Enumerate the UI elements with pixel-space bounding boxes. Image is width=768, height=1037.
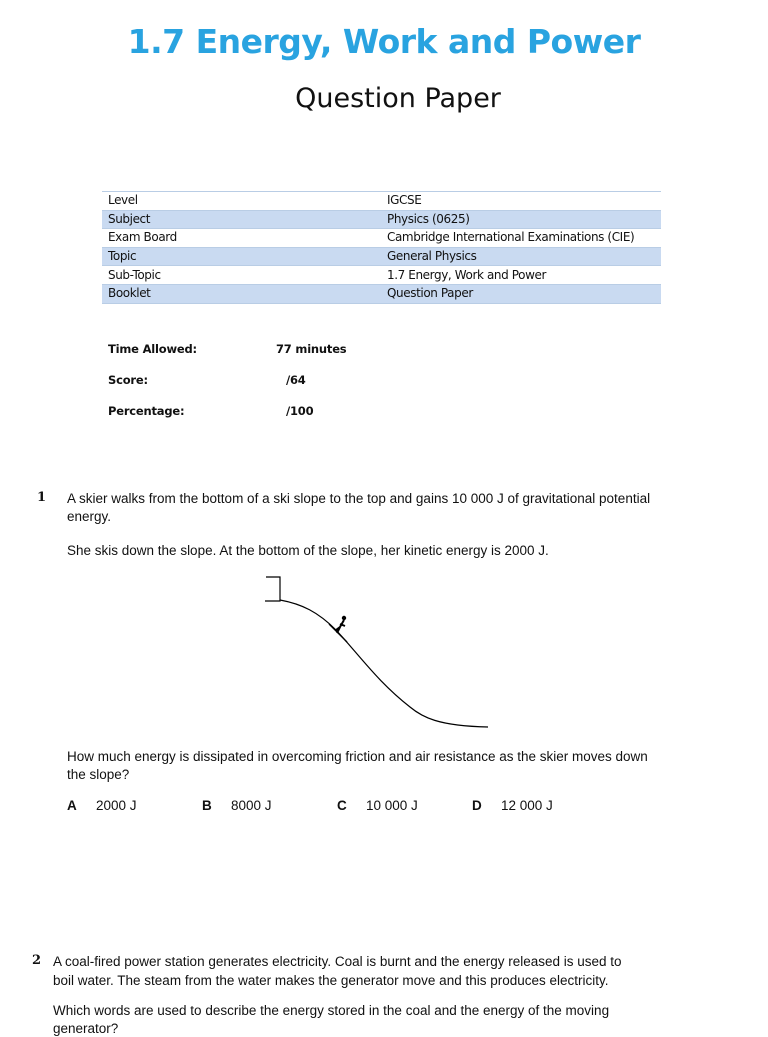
score-label: Score:	[108, 373, 148, 387]
table-row	[102, 266, 661, 285]
info-table	[102, 191, 661, 304]
percentage-value: /100	[286, 404, 314, 418]
skier-icon	[329, 616, 347, 642]
score-value: /64	[286, 373, 306, 387]
table-row	[102, 192, 661, 211]
question-2-text: Which words are used to describe the energy stored in the coal and the energy of the moving	[53, 1003, 610, 1018]
question-2-text: A coal-fired power station generates electricity. Coal is burnt and the energy released is used to	[53, 954, 622, 969]
option-c-letter: C	[337, 798, 347, 813]
option-d-letter: D	[472, 798, 482, 813]
row-label: Level	[102, 192, 381, 211]
ski-slope-diagram	[260, 572, 500, 734]
table-row	[102, 247, 661, 266]
question-1-number: 1	[37, 490, 47, 505]
question-1-prompt: the slope?	[67, 767, 130, 782]
row-label: Booklet	[102, 284, 381, 303]
option-c-value: 10 000 J	[366, 798, 418, 813]
question-1-prompt: How much energy is dissipated in overcoming friction and air resistance as the skier moves down	[67, 749, 648, 764]
table-row	[102, 210, 661, 229]
row-label: Topic	[102, 247, 381, 266]
question-2-text: boil water. The steam from the water makes the generator move and this produces electricity.	[53, 973, 609, 988]
time-allowed-value: 77 minutes	[276, 342, 347, 356]
page-subtitle: Question Paper	[295, 83, 501, 114]
question-1-text: A skier walks from the bottom of a ski slope to the top and gains 10 000 J of gravitational potential	[67, 491, 651, 506]
percentage-label: Percentage:	[108, 404, 185, 418]
option-a-value: 2000 J	[96, 798, 137, 813]
option-b-value: 8000 J	[231, 798, 272, 813]
slope-curve	[280, 600, 488, 727]
row-value: 1.7 Energy, Work and Power	[381, 266, 661, 285]
row-value: IGCSE	[381, 192, 661, 211]
option-b-letter: B	[202, 798, 212, 813]
table-row	[102, 284, 661, 303]
table-row	[102, 229, 661, 248]
page-title: 1.7 Energy, Work and Power	[127, 22, 641, 61]
row-label: Subject	[102, 210, 381, 229]
option-a-letter: A	[67, 798, 77, 813]
row-value: Question Paper	[381, 284, 661, 303]
question-1-text: energy.	[67, 509, 112, 524]
question-1-text: She skis down the slope. At the bottom of the slope, her kinetic energy is 2000 J.	[67, 543, 549, 558]
row-value: Physics (0625)	[381, 210, 661, 229]
option-d-value: 12 000 J	[501, 798, 553, 813]
time-allowed-label: Time Allowed:	[108, 342, 197, 356]
row-label: Sub-Topic	[102, 266, 381, 285]
row-value: General Physics	[381, 247, 661, 266]
row-value: Cambridge International Examinations (CIE)	[381, 229, 661, 248]
row-label: Exam Board	[102, 229, 381, 248]
question-2-text: generator?	[53, 1021, 119, 1036]
question-2-number: 2	[32, 953, 42, 968]
slope-top-bracket	[265, 577, 280, 601]
